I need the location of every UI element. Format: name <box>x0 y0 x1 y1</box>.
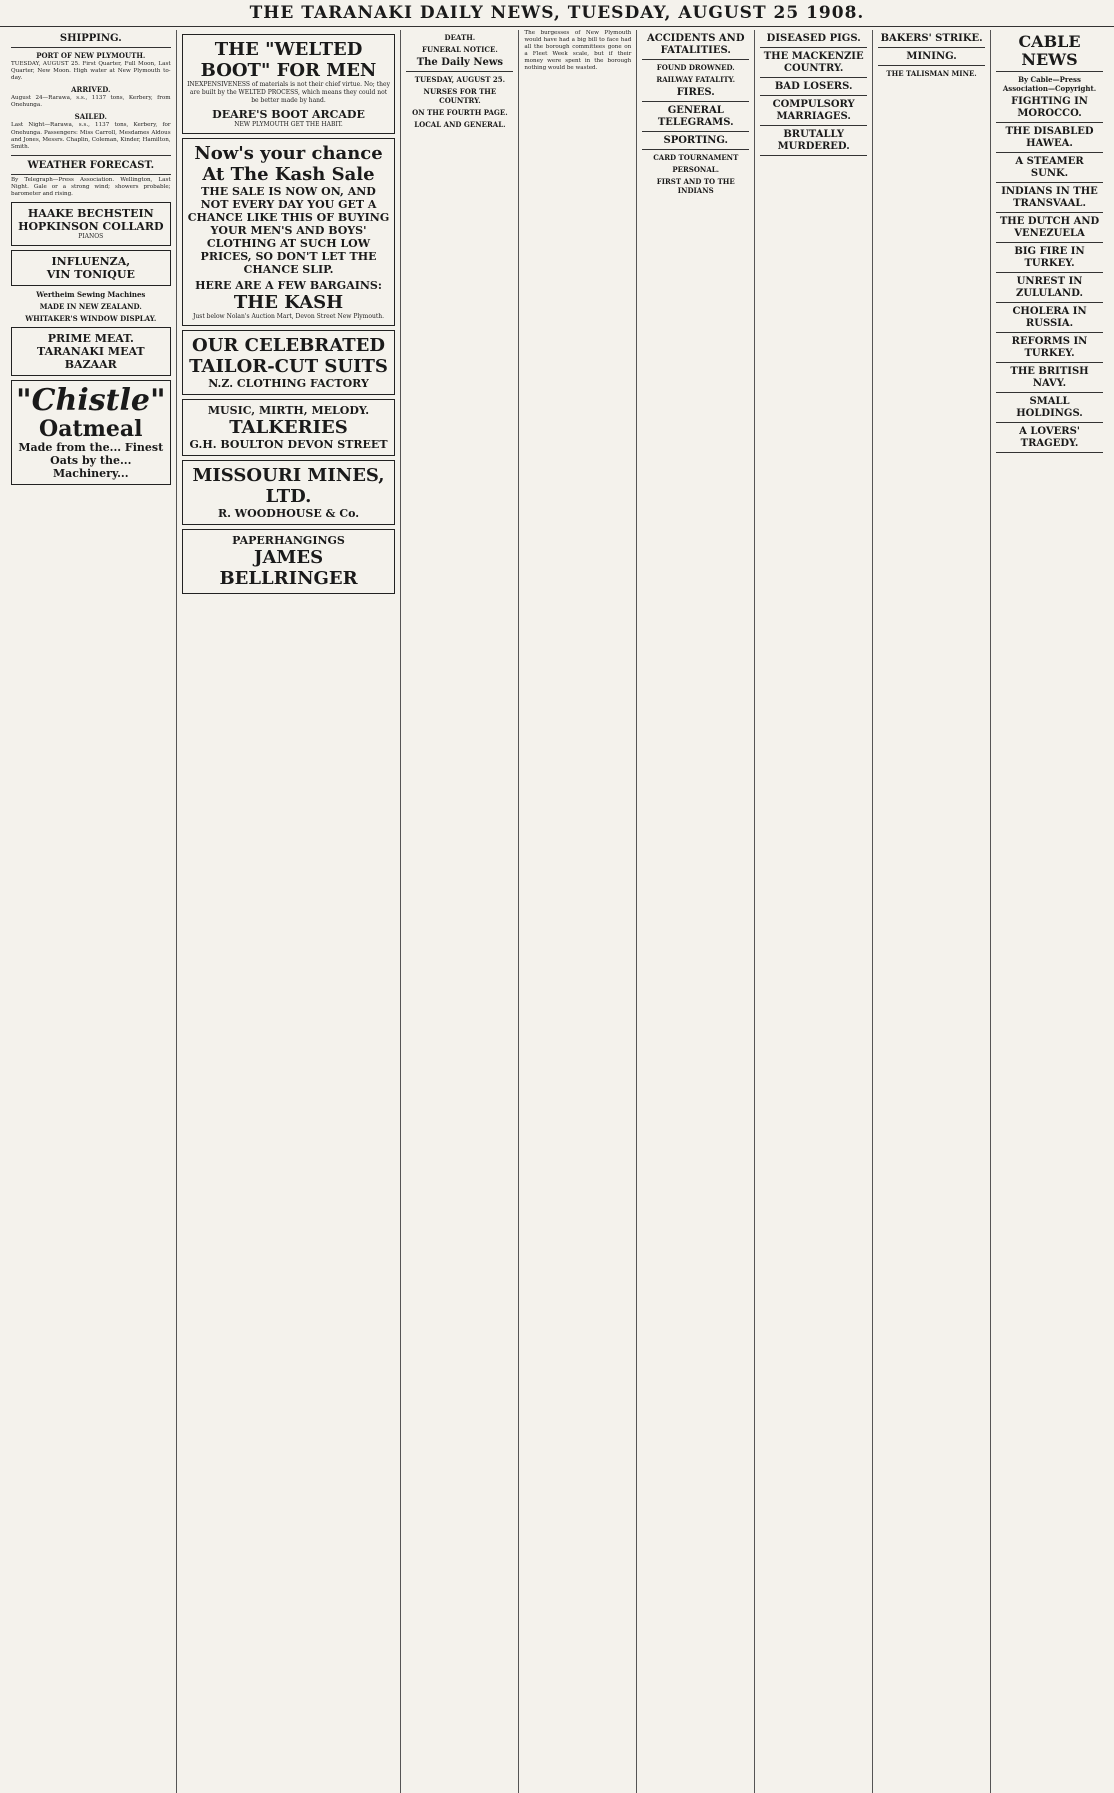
factory-name: N.Z. CLOTHING FACTORY <box>208 377 369 390</box>
column-8 <box>991 30 1108 1793</box>
dutch-title: THE DUTCH AND VENEZUELA <box>996 216 1103 243</box>
arcade-name: DEARE'S BOOT ARCADE <box>212 108 365 121</box>
music-ad <box>182 399 396 456</box>
kash-head: Now's your chance At The Kash Sale <box>194 143 383 185</box>
sailed-title: SAILED. <box>74 112 107 122</box>
prime-meat: PRIME MEAT. <box>47 332 134 346</box>
hawea-title: THE DISABLED HAWEA. <box>996 126 1103 153</box>
arcade-sub: NEW PLYMOUTH GET THE HABIT. <box>234 121 343 128</box>
column-6 <box>755 30 873 1793</box>
tailor-ad <box>182 330 396 395</box>
cholera-title: CHOLERA IN RUSSIA. <box>996 306 1103 333</box>
transvaal-title: INDIANS IN THE TRANSVAAL. <box>996 186 1103 213</box>
cable-title: CABLE NEWS <box>996 33 1103 72</box>
fires-title: FIRES. <box>642 87 749 102</box>
made-from: Made from the... Finest Oats by the... Machinery... <box>18 441 164 481</box>
weather-text: By Telegraph—Press Association. Wellington, Last Night. Gale or a strong wind; showers probable; barometer and rising. <box>11 176 171 198</box>
zululand-title: UNREST IN ZULULAND. <box>996 276 1103 303</box>
bellringer-name: JAMES BELLRINGER <box>219 547 358 589</box>
missouri-title: MISSOURI MINES, LTD. <box>192 465 385 507</box>
nurses-title: NURSES FOR THE COUNTRY. <box>423 87 497 105</box>
arrived-text: August 24—Rarawa, s.s., 1137 tons, Kerbery, from Onehunga. <box>11 95 171 109</box>
bakers-title: BAKERS' STRIKE. <box>878 33 985 48</box>
shipping-title: SHIPPING. <box>11 33 171 48</box>
influenza-ad <box>11 250 171 286</box>
wertheim: Wertheim Sewing Machines <box>36 290 146 300</box>
funeral-title: FUNERAL NOTICE. <box>422 45 498 54</box>
columns <box>6 30 1108 1793</box>
column-7 <box>873 30 991 1793</box>
kash-name: THE KASH <box>233 292 344 313</box>
navy-title: THE BRITISH NAVY. <box>996 366 1103 393</box>
accidents-title: ACCIDENTS AND FATALITIES. <box>642 33 749 60</box>
welted-boot-ad <box>182 34 396 134</box>
tragedy-title: A LOVERS' TRAGEDY. <box>996 426 1103 453</box>
chistle-ad <box>11 380 171 485</box>
daily-news-title: The Daily News <box>406 57 513 72</box>
talisman-title: THE TALISMAN MINE. <box>886 69 977 78</box>
port-title: PORT OF NEW PLYMOUTH. <box>36 51 146 60</box>
indians-title: FIRST AND TO THE INDIANS <box>656 177 735 195</box>
welted-title: THE "WELTED BOOT" FOR MEN <box>200 39 377 81</box>
date-line: TUESDAY, AUGUST 25. <box>414 75 506 84</box>
influenza-title: INFLUENZA, <box>51 255 131 269</box>
tailor-title: OUR CELEBRATED TAILOR-CUT SUITS <box>189 335 388 377</box>
cable-sub: By Cable—Press Association—Copyright. <box>1002 75 1097 93</box>
mining-title: MINING. <box>878 51 985 66</box>
column-4 <box>519 30 637 1793</box>
missouri-ad <box>182 460 396 525</box>
card-title: CARD TOURNAMENT <box>653 153 739 162</box>
sporting-title: SPORTING. <box>642 135 749 150</box>
pianos-ad <box>11 202 171 246</box>
meat-ad <box>11 327 171 376</box>
boulton-name: G.H. BOULTON DEVON STREET <box>189 438 388 451</box>
arrived-title: ARRIVED. <box>71 85 111 95</box>
steamer-title: A STEAMER SUNK. <box>996 156 1103 183</box>
local-title: LOCAL AND GENERAL. <box>414 120 506 129</box>
paperhangings-ad <box>182 529 396 594</box>
mackenzie-title: THE MACKENZIE COUNTRY. <box>760 51 867 78</box>
column-4-text: The burgesses of New Plymouth would have had a big bill to face had all the borough committees gone on a Fleet Week scale, but if their money were spent in the borough nothing would be wasted. <box>524 30 632 72</box>
weather-title: WEATHER FORECAST. <box>11 160 171 175</box>
death-title: DEATH. <box>444 33 476 42</box>
fourth-page-title: ON THE FOURTH PAGE. <box>412 108 508 117</box>
brutally-title: BRUTALLY MURDERED. <box>760 129 867 156</box>
railway-title: RAILWAY FATALITY. <box>656 75 736 84</box>
found-drowned-title: FOUND DROWNED. <box>656 63 735 72</box>
turkey-fire-title: BIG FIRE IN TURKEY. <box>996 246 1103 273</box>
chistle-title: "Chistle" <box>16 383 166 419</box>
column-1 <box>6 30 177 1793</box>
masthead: THE TARANAKI DAILY NEWS, TUESDAY, AUGUST 25 1908. <box>0 0 1114 27</box>
woodhouse-name: R. WOODHOUSE & Co. <box>217 507 360 520</box>
pianos-label: PIANOS <box>78 233 104 241</box>
column-5 <box>637 30 755 1793</box>
diseased-title: DISEASED PIGS. <box>760 33 867 48</box>
holdings-title: SMALL HOLDINGS. <box>996 396 1103 423</box>
personal-title: PERSONAL. <box>672 165 720 174</box>
morocco-title: FIGHTING IN MOROCCO. <box>996 96 1103 123</box>
pianos-title: HAAKE BECHSTEIN HOPKINSON COLLARD <box>18 207 164 234</box>
kash-sale-ad <box>182 138 396 326</box>
bargains-title: HERE ARE A FEW BARGAINS: <box>195 279 382 292</box>
compulsory-title: COMPULSORY MARRIAGES. <box>760 99 867 126</box>
kash-body: THE SALE IS NOW ON, AND NOT EVERY DAY YOU GET A CHANCE LIKE THIS OF BUYING YOUR MEN'S AND BOYS' CLOTHING AT SUCH LOW PRICES, SO DON'T LET THE CHANCE SLIP. <box>187 185 390 276</box>
sailed-text: Last Night—Rarawa, s.s., 1137 tons, Kerbery, for Onehunga. Passengers: Miss Carroll, Mesdames Aldous and Jones, Messrs. Chaplin, Coleman, Kinder, Hamilton, Smith. <box>11 122 171 150</box>
column-ads <box>177 30 402 1793</box>
whitakers: WHITAKER'S WINDOW DISPLAY. <box>25 314 157 324</box>
bad-losers-title: BAD LOSERS. <box>760 81 867 96</box>
meat-bazaar: TARANAKI MEAT BAZAAR <box>36 345 145 372</box>
oatmeal-title: Oatmeal <box>39 416 143 443</box>
reforms-title: REFORMS IN TURKEY. <box>996 336 1103 363</box>
port-text: TUESDAY, AUGUST 25. First Quarter, Full Moon, Last Quarter, New Moon. High water at New Plymouth to-day. <box>11 61 171 82</box>
column-3 <box>401 30 519 1793</box>
talkeries-title: TALKERIES <box>229 417 348 438</box>
kash-address: Just below Nolan's Auction Mart, Devon Street New Plymouth. <box>192 313 385 320</box>
music-title: MUSIC, MIRTH, MELODY. <box>207 404 370 417</box>
general-title: GENERAL TELEGRAMS. <box>642 105 749 132</box>
welted-text: INEXPENSIVENESS of materials is not their chief virtue. No; they are built by the WELTED PROCESS, which means they could not be better made by hand. <box>187 81 390 104</box>
vin-tonique: VIN TONIQUE <box>46 268 135 282</box>
made-in-nz: MADE IN NEW ZEALAND. <box>39 302 142 312</box>
paperhangings-title: PAPERHANGINGS <box>232 534 345 547</box>
